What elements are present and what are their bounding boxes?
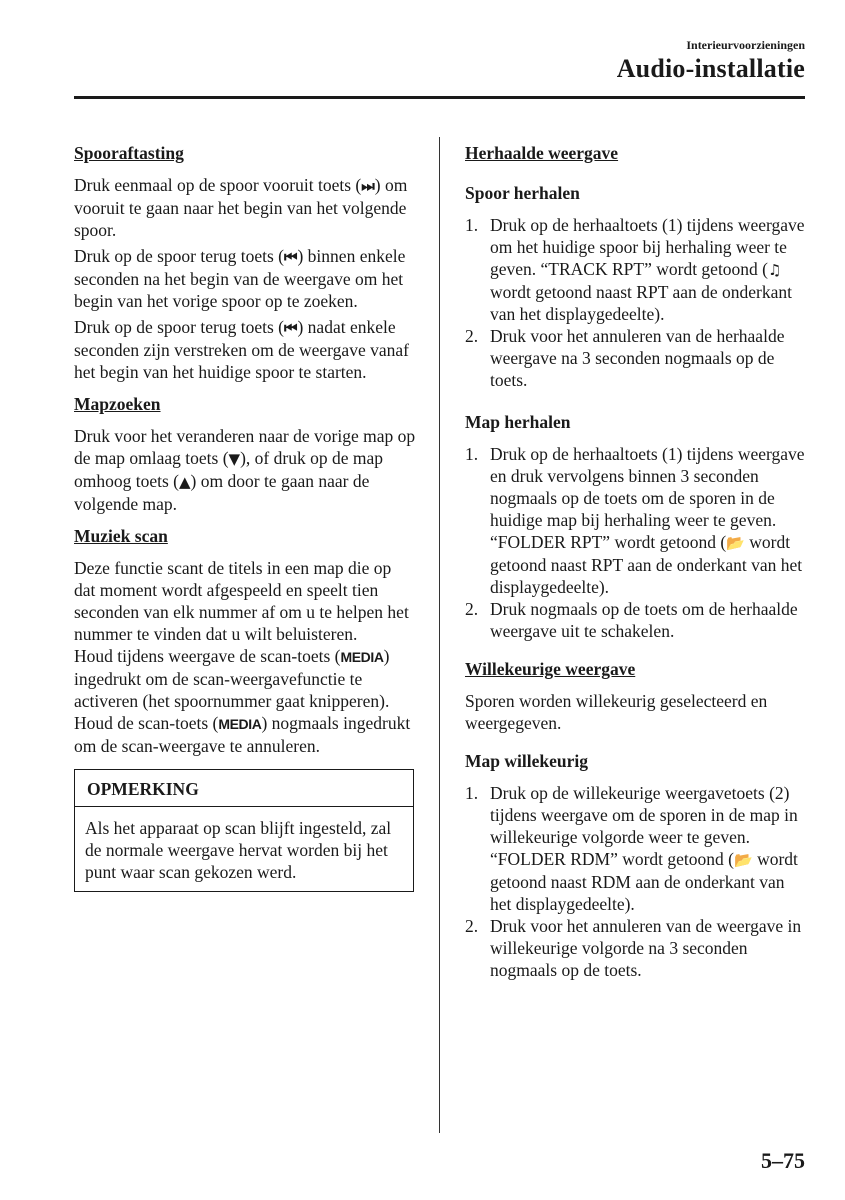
numbered-list — [465, 443, 810, 642]
media-button-label: MEDIA — [340, 649, 384, 665]
paragraph — [74, 245, 416, 312]
text: ) om vooruit te gaan naar het begin van het volgende spoor. — [74, 175, 408, 240]
list-item — [465, 443, 810, 598]
previous-track-icon: ⏮ — [283, 319, 298, 337]
list-item — [465, 214, 810, 325]
list-number: 2. — [465, 599, 479, 619]
text: Druk op de herhaaltoets (1) tijdens weergave om het huidige spoor bij herhaling weer te geven. “TRACK RPT” wordt getoond ( — [490, 215, 805, 279]
section-mapzoeken — [74, 393, 416, 515]
list-item — [465, 915, 810, 981]
page-title: Audio-installatie — [616, 54, 805, 83]
list-number: 1. — [465, 783, 479, 803]
text: ) ingedrukt om de scan-weergavefunctie te activeren (het spoornummer gaat knipperen). Houd de scan-toets ( — [74, 646, 390, 733]
section-heading: Willekeurige weergave — [465, 659, 636, 679]
note-title: OPMERKING — [75, 770, 413, 807]
note-box — [74, 769, 414, 892]
text: Druk nogmaals op de toets om de herhaalde weergave uit te schakelen. — [490, 599, 798, 641]
text: wordt getoond naast RPT aan de onderkant van het displaygedeelte). — [490, 282, 792, 324]
next-track-icon: ⏭ — [361, 177, 375, 195]
page-number: 5–75 — [761, 1148, 805, 1173]
paragraph: Deze functie scant de titels in een map die op dat moment wordt afgespeeld en speelt tien seconden van elk nummer af om u te helpen het nummer te vinden dat u wilt beluisteren. — [74, 558, 409, 644]
section-muziek-scan — [74, 525, 416, 757]
text: Houd tijdens weergave de scan-toets ( — [74, 646, 341, 666]
note-body: Als het apparaat op scan blijft ingesteld, zal de normale weergave hervat worden bij het punt waar scan gekozen werd. — [85, 818, 392, 882]
section-willekeurige-weergave — [465, 658, 810, 981]
paragraph — [74, 316, 416, 383]
text: ) nadat enkele seconden zijn verstreken om de weergave vanaf het begin van het huidige spoor te starten. — [74, 317, 409, 382]
list-item — [465, 782, 810, 915]
paragraph — [74, 425, 416, 515]
text: wordt getoond naast RPT aan de onderkant van het displaygedeelte). — [490, 532, 803, 597]
left-column — [74, 142, 416, 892]
header-rule — [74, 96, 805, 99]
subsection-heading: Map herhalen — [465, 412, 571, 432]
section-heading: Herhaalde weergave — [465, 143, 619, 163]
music-note-icon: ♫ — [768, 261, 782, 279]
text: ) binnen enkele seconden na het begin van de weergave om het begin van het vorige spoor op te zoeken. — [74, 246, 406, 311]
previous-track-icon: ⏮ — [283, 248, 298, 266]
section-heading: Muziek scan — [74, 526, 168, 546]
folder-icon: 📂 — [734, 851, 753, 869]
subsection-heading: Map willekeurig — [465, 751, 588, 771]
numbered-list — [465, 782, 810, 981]
text: Druk voor het veranderen naar de vorige map op de map omlaag toets ( — [74, 426, 416, 468]
text: ), of druk op de map omhoog toets ( — [74, 448, 383, 491]
paragraph: Sporen worden willekeurig geselecteerd en weergegeven. — [465, 691, 768, 733]
paragraph — [74, 174, 416, 241]
column-divider — [439, 137, 440, 1133]
list-number: 1. — [465, 444, 479, 464]
text: Druk op de spoor terug toets ( — [74, 246, 284, 266]
text: ) nogmaals ingedrukt om de scan-weergave te annuleren. — [74, 713, 411, 756]
list-item — [465, 598, 810, 642]
list-number: 1. — [465, 215, 479, 235]
list-number: 2. — [465, 916, 479, 936]
running-header-section: Interieurvoorzieningen — [686, 38, 805, 52]
media-button-label: MEDIA — [218, 716, 262, 732]
text: Druk eenmaal op de spoor vooruit toets ( — [74, 175, 362, 195]
text: wordt getoond naast RDM aan de onderkant van het displaygedeelte). — [490, 849, 798, 914]
text: Druk op de spoor terug toets ( — [74, 317, 284, 337]
up-triangle-icon: ▲ — [179, 473, 191, 491]
text: ) om door te gaan naar de volgende map. — [74, 471, 370, 514]
text: Druk voor het annuleren van de herhaalde weergave na 3 seconden nogmaals op de toets. — [490, 326, 785, 390]
section-herhaalde-weergave — [465, 142, 810, 642]
down-triangle-icon: ▼ — [228, 450, 241, 468]
list-item — [465, 325, 810, 391]
right-column — [465, 142, 810, 981]
text: Druk voor het annuleren van de weergave in willekeurige volgorde na 3 seconden nogmaals op de toets. — [490, 916, 802, 980]
folder-icon: 📂 — [726, 534, 745, 552]
subsection-heading: Spoor herhalen — [465, 183, 580, 203]
numbered-list — [465, 214, 810, 391]
text: Druk op de herhaaltoets (1) tijdens weergave en druk vervolgens binnen 3 seconden nogmaals op de toets om de sporen in de huidige map bij herhaling weer te geven. “FOLDER RPT” wordt getoond ( — [490, 444, 805, 552]
list-number: 2. — [465, 326, 479, 346]
section-heading: Mapzoeken — [74, 394, 161, 414]
section-spooraftasting — [74, 142, 416, 383]
paragraph — [74, 645, 416, 757]
text: Druk op de willekeurige weergavetoets (2) tijdens weergave om de sporen in de map in willekeurige volgorde weer te geven. “FOLDER RDM” wordt getoond ( — [490, 783, 798, 869]
section-heading: Spooraftasting — [74, 143, 184, 163]
